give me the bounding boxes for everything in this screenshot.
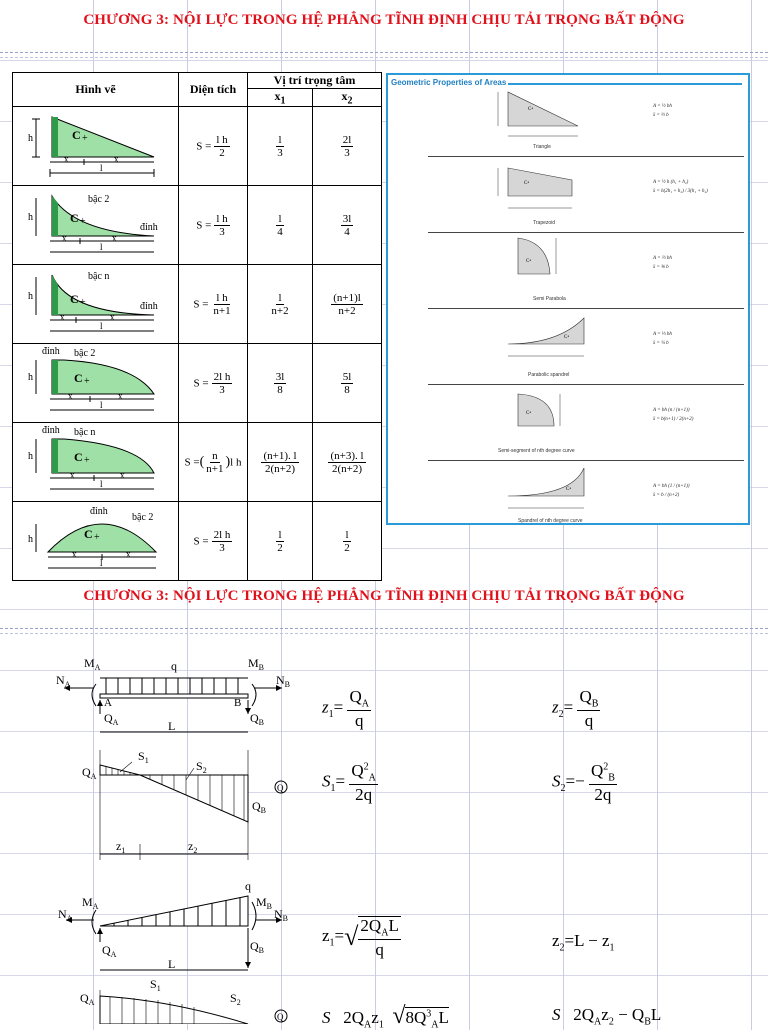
label-h: h: [27, 133, 33, 145]
label-h: h: [27, 451, 33, 463]
label-z2: $z_2$: [188, 839, 198, 855]
label-na: $N_A$: [56, 673, 71, 689]
formula-z2: $z_2=$ $\frac{Q_B}{q}$: [552, 687, 599, 731]
divider: [0, 628, 768, 629]
formula-s1-triangular: S $2Q_Az_1$ $√8Q^3_AL$: [322, 1003, 449, 1030]
formula-z1-triangular: $z_1=√$ $2Q_AL$ q: [322, 916, 399, 960]
shape-name: Trapezoid: [533, 220, 556, 226]
svg-text:+: +: [93, 532, 100, 544]
formula-z1: $z_1=$ $\frac{Q_A}{q}$: [322, 687, 369, 731]
shape-formula: A = bh (n / (n+1)) x̄ = b(n+1) / 2(n+2): [653, 408, 694, 422]
label-q: q: [171, 659, 177, 673]
area-cell: S = $\frac{\text{2l h}}{3}$: [179, 502, 248, 581]
label-q: q: [245, 880, 251, 893]
svg-text:C•: C•: [526, 411, 532, 416]
figure-parabola-n: [13, 265, 179, 344]
x2-cell: $\frac{2l}{3}$: [313, 107, 382, 186]
label-h: h: [27, 372, 33, 384]
label-vertex: đỉnh: [139, 222, 158, 234]
label-c: C: [69, 292, 79, 307]
shape-row-triangle: [428, 80, 744, 157]
x1-cell: $\frac{l}{4}$: [248, 186, 313, 265]
x2-cell: $\frac{3l}{4}$: [313, 186, 382, 265]
label-z1: $z_1$: [116, 839, 126, 855]
svg-text:+: +: [81, 133, 88, 145]
divider: [0, 57, 768, 58]
formula-z2-triangular: $z_2=L - z_1$: [552, 931, 615, 954]
shape-name: Spandrel of nth degree curve: [518, 518, 583, 524]
shape-row-spandrel-n: [428, 460, 744, 536]
label-x2: x: [111, 233, 116, 244]
figure-triangle: [13, 107, 179, 186]
label-l: l: [99, 163, 103, 174]
svg-text:+: +: [83, 376, 90, 388]
label-degree: bậc n: [73, 427, 95, 439]
svg-text:C•: C•: [564, 335, 570, 340]
label-na: $N_A$: [58, 907, 73, 923]
label-x2: x: [117, 391, 122, 402]
label-l: L: [168, 719, 176, 733]
label-x1: x: [67, 391, 72, 402]
area-cell: S = $\frac{\text{2l h}}{3}$: [179, 344, 248, 423]
label-h: h: [27, 291, 33, 303]
label-b: B: [234, 697, 242, 709]
label-s1: $S_1$: [138, 749, 149, 765]
x1-cell: $\frac{3l}{8}$: [248, 344, 313, 423]
label-x2: x: [113, 154, 118, 165]
x2-cell: $\frac{(n+3). l}{2(n+2)}$: [313, 423, 382, 502]
figure-full-parabola: [13, 502, 179, 581]
shape-row-semi-segment-n: [428, 384, 744, 461]
area-cell: S =( $\frac{n}{n+1}$ )l h: [179, 423, 248, 502]
shape-formula: A = ½ h (h₁ + h₂) x̄ = h(2h₁ + h₂) / 3(h₁ + h₂): [653, 180, 708, 194]
label-degree: bậc 2: [73, 348, 95, 360]
label-h: h: [27, 534, 33, 546]
label-vertex: đỉnh: [41, 425, 60, 437]
label-a: A: [104, 697, 112, 709]
label-qa-diagram: $Q_A$: [80, 991, 95, 1007]
label-l: l: [99, 321, 103, 332]
label-q-circle: Q: [277, 783, 284, 793]
x1-cell: $\frac{l}{2}$: [248, 502, 313, 581]
svg-text:+: +: [83, 455, 90, 467]
label-degree: bậc n: [87, 271, 109, 283]
label-l: l: [99, 400, 103, 411]
x2-cell: $\frac{(n+1)l}{n+2}$: [313, 265, 382, 344]
shape-formula: A = ⅔ bh x̄ = ⅜ b: [653, 256, 672, 270]
label-qa: $Q_A$: [104, 711, 119, 727]
beam-diagram-triangular: [50, 880, 300, 1024]
figure-parabola-2: [13, 186, 179, 265]
label-x1: x: [69, 470, 74, 481]
shape-name: Parabolic spandrel: [528, 372, 570, 378]
label-vertex: đỉnh: [139, 301, 158, 313]
label-qa: $Q_A$: [102, 943, 117, 959]
label-c: C: [71, 128, 81, 143]
label-qa-diagram: $Q_A$: [82, 765, 97, 781]
header-area: Diện tích: [179, 73, 248, 107]
label-l: l: [99, 479, 103, 490]
label-mb: $M_B$: [248, 656, 265, 672]
area-cell: S = $\frac{\text{l h}}{3}$: [179, 186, 248, 265]
geometric-properties-panel: [386, 73, 750, 525]
label-x1: x: [59, 312, 64, 323]
x1-cell: $\frac{(n+1). l}{2(n+2)}$: [248, 423, 313, 502]
panel-title: Geometric Properties of Areas: [391, 78, 507, 87]
label-vertex: đỉnh: [41, 346, 60, 358]
header-figure: Hình vẽ: [13, 73, 179, 107]
label-q-circle: Q: [277, 1012, 284, 1022]
shape-formula: A = ½ bh x̄ = ⅓ b: [653, 104, 672, 118]
beam-diagram-uniform: [50, 650, 300, 860]
header-x1: $x_1$: [248, 89, 313, 107]
label-s2: $S_2$: [196, 759, 207, 775]
area-cell: S = $\frac{\text{l h}}{n+1}$: [179, 265, 248, 344]
figure-semi-n: [13, 423, 179, 502]
header-centroid: Vị trí trọng tâm: [248, 73, 382, 89]
label-l: l: [99, 242, 103, 253]
area-properties-table: [12, 72, 382, 581]
label-c: C: [83, 527, 93, 542]
x1-cell: $\frac{l}{3}$: [248, 107, 313, 186]
x2-cell: $\frac{5l}{8}$: [313, 344, 382, 423]
label-c: C: [73, 450, 83, 465]
header-x2: $x_2$: [313, 89, 382, 107]
label-x1: x: [61, 233, 66, 244]
label-nb: $N_B$: [274, 907, 289, 923]
label-l: l: [99, 558, 103, 569]
svg-text:C•: C•: [524, 181, 530, 186]
label-x2: x: [119, 470, 124, 481]
page-title: CHƯƠNG 3: NỘI LỰC TRONG HỆ PHẲNG TĨNH ĐỊNH CHỊU TẢI TRỌNG BẤT ĐỘNG: [83, 12, 685, 28]
label-x2: x: [109, 312, 114, 323]
label-qb: $Q_B$: [250, 939, 265, 955]
figure-semi-parabola: [13, 344, 179, 423]
svg-text:C•: C•: [566, 487, 572, 492]
shape-name: Triangle: [533, 144, 551, 150]
label-c: C: [69, 211, 79, 226]
svg-text:C•: C•: [528, 107, 534, 112]
label-s1: $S_1$: [150, 977, 161, 993]
section-title: CHƯƠNG 3: NỘI LỰC TRONG HỆ PHẲNG TĨNH ĐỊNH CHỊU TẢI TRỌNG BẤT ĐỘNG: [83, 588, 685, 604]
label-degree: bậc 2: [87, 194, 109, 206]
label-mb: $M_B$: [256, 895, 273, 911]
svg-text:C•: C•: [526, 259, 532, 264]
label-h: h: [27, 212, 33, 224]
divider: [0, 52, 768, 53]
label-x2: x: [125, 549, 130, 560]
label-vertex: đỉnh: [89, 506, 108, 518]
label-l: L: [168, 957, 176, 971]
svg-text:+: +: [79, 216, 86, 228]
label-degree: bậc 2: [131, 512, 153, 524]
formula-s1: $S_1=$ $\frac{Q^2_A}{2q}$: [322, 761, 376, 805]
label-ma: $M_A$: [84, 656, 101, 672]
shape-row-semi-parabola: [428, 232, 744, 309]
label-qb-diagram: $Q_B$: [252, 799, 267, 815]
label-x1: x: [71, 549, 76, 560]
label-c: C: [73, 371, 83, 386]
label-nb: $N_B$: [276, 673, 291, 689]
label-ma: $M_A$: [82, 895, 99, 911]
x2-cell: $\frac{l}{2}$: [313, 502, 382, 581]
label-s2: $S_2$: [230, 991, 241, 1007]
svg-text:+: +: [79, 297, 86, 309]
label-qb: $Q_B$: [250, 711, 265, 727]
shape-name: Semi Parabola: [533, 296, 566, 302]
x1-cell: $\frac{l}{n+2}$: [248, 265, 313, 344]
formula-s2-triangular: S $2Q_Az_2 - Q_BL$: [552, 1005, 662, 1028]
formula-s2: $S_2=-$ $\frac{Q^2_B}{2q}$: [552, 761, 615, 805]
area-cell: S = $\frac{\text{l h}}{2}$: [179, 107, 248, 186]
label-x1: x: [63, 154, 68, 165]
shape-formula: A = ⅓ bh x̄ = ¼ b: [653, 332, 672, 346]
shape-formula: A = bh (1 / (n+1)) x̄ = b / (n+2): [653, 484, 690, 498]
divider: [0, 633, 768, 634]
shape-row-trapezoid: [428, 156, 744, 233]
shape-name: Semi-segment of nth degree curve: [498, 448, 575, 454]
shape-row-parabolic-spandrel: [428, 308, 744, 385]
